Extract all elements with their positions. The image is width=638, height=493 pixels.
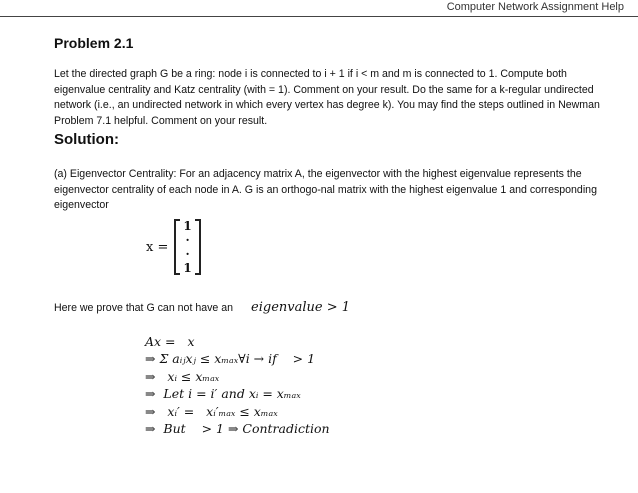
proof-line: ⇒ Σ aᵢⱼxⱼ ≤ xₘₐₓ∀i → if > 1 (145, 351, 316, 367)
page-header (0, 0, 638, 17)
header-title: Computer Network Assignment Help (446, 1, 624, 13)
problem-statement (54, 67, 614, 129)
proof-block (145, 333, 330, 437)
proof-line: ⇒ xᵢ′ = xᵢ′ₘₐₓ ≤ xₘₐₓ (145, 403, 278, 419)
vector-entry: · (185, 247, 190, 261)
prove-math: eigenvalue > 1 (251, 300, 351, 315)
problem-text: Let the directed graph G be a ring: node i is connected to i + 1 if i < m and m is connected to 1. Compute both eigenvalue centrality and Katz centrality (with = 1). Comment on your result. Do the same for a k-regular undirected network (i.e., an undirected network in which every vertex has degree k). You may find the steps outlined in Newman Problem 7.1 helpful. Comment on your result. (54, 68, 600, 127)
vector-lhs: x = (146, 239, 169, 255)
problem-title: Problem 2.1 (54, 35, 134, 51)
proof-line: ⇒ Let i = i′ and xᵢ = xₘₐₓ (145, 386, 301, 402)
part-a-text: (a) Eigenvector Centrality: For an adjacency matrix A, the eigenvector with the highest eigenvalue represents the eigenvector centrality of each node in A. G is an orthogo-nal matrix with the highest eigenvalue 1 and corresponding eigenvector (54, 168, 597, 211)
vector-entry: 1 (183, 219, 192, 233)
solution-heading: Solution: (54, 131, 119, 148)
eigenvector-equation (146, 219, 201, 275)
prove-statement (54, 300, 350, 315)
column-vector (174, 219, 200, 275)
proof-line: ⇒ xᵢ ≤ xₘₐₓ (145, 368, 220, 384)
proof-line: ⇒ But > 1 ⇒ Contradiction (145, 421, 330, 437)
proof-line: Ax = x (145, 334, 195, 349)
vector-entry: · (185, 233, 190, 247)
vector-entry: 1 (183, 261, 192, 275)
prove-text: Here we prove that G can not have an (54, 302, 234, 314)
